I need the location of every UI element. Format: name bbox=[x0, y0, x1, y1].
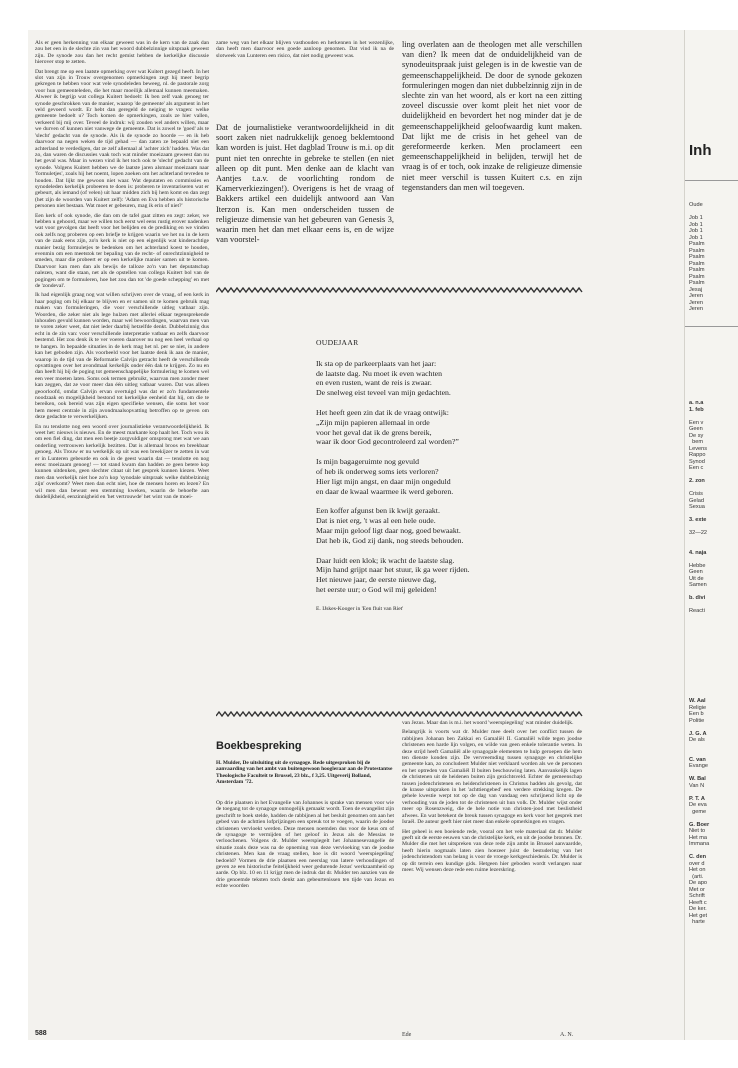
adjacent-contents-list bbox=[689, 400, 707, 615]
signature-initials: A. N. bbox=[560, 1032, 574, 1038]
contents-entry: harte bbox=[689, 919, 705, 925]
contents-entry: Psalm bbox=[689, 280, 705, 286]
poem-stanza: Ik sta op de parkeerplaats van het jaar: de laatste dag. Nu moet ik even wachten en even rusten, want de reis is zwaar. De snelweg eist teveel van mijn gedachten. bbox=[316, 358, 451, 398]
contents-entry: over d bbox=[689, 860, 705, 867]
contents-entry: Job 1 bbox=[689, 234, 703, 241]
poem-stanzas bbox=[316, 359, 566, 595]
contents-entry: Jesaj bbox=[689, 286, 703, 293]
contents-entry: Reacti bbox=[689, 608, 705, 614]
adjacent-page-edge bbox=[684, 30, 738, 1040]
contents-entry: 32—22 bbox=[689, 530, 708, 536]
contents-entry: Psalm bbox=[689, 254, 705, 260]
poem bbox=[316, 338, 566, 615]
divider bbox=[685, 180, 738, 181]
contents-entry: Psalm bbox=[689, 241, 705, 247]
contents-entry: Politie bbox=[689, 717, 705, 724]
poem-stanza: Een koffer afgunst ben ik kwijt geraakt. Dat is niet erg, 't was al een hele oude. Maar mijn geloof ligt daar nog, goed bewaakt. Dat heb ik, God zij dank, nog steeds behouden. bbox=[316, 506, 464, 545]
contents-entry: De eva bbox=[689, 802, 707, 808]
article-paragraph: zame weg van het elkaar blijven vasthouden en herkennen in het wezenlijke, dan heeft men daarvoor een goede aanloop genomen. Dat vind ik na de slotweek van Lunteren een risico, dat niet nodig geweest was. bbox=[216, 40, 394, 59]
contents-entry: Het get bbox=[689, 912, 708, 919]
adjacent-contents-list bbox=[689, 215, 705, 313]
contents-entry: Niet to bbox=[689, 828, 706, 834]
contents-entry: Een c bbox=[689, 465, 704, 471]
contents-entry: 4. naja bbox=[689, 549, 707, 556]
divider bbox=[685, 326, 738, 327]
contents-entry: Schrift bbox=[689, 893, 705, 899]
contents-entry: 2. zon bbox=[689, 478, 705, 484]
contents-entry: Levens bbox=[689, 445, 708, 452]
article-column-2-top bbox=[216, 40, 394, 110]
contents-entry: Psalm bbox=[689, 273, 705, 280]
poem-stanza: Is mijn bagageruimte nog gevuld of heb ik onderweg soms iets verloren? Hier ligt mijn angst, en daar mijn ongeduld en daar de kwaal waarmee ik werd geboren. bbox=[316, 457, 454, 496]
page-number: 588 bbox=[35, 1030, 47, 1037]
contents-entry: De sy bbox=[689, 432, 704, 439]
contents-entry: Psalm bbox=[689, 247, 705, 254]
contents-entry: Job 1 bbox=[689, 228, 703, 234]
review-paragraph: van Jezus. Maar dan is m.i. het woord 'weerspiegeling' wat minder duidelijk. bbox=[402, 720, 574, 726]
contents-entry: Rappo bbox=[689, 452, 706, 458]
contents-entry: a. n.a bbox=[689, 400, 704, 406]
contents-entry: Evange bbox=[689, 763, 708, 769]
contents-entry: Met or bbox=[689, 886, 705, 893]
contents-entry: Jeren bbox=[689, 293, 703, 299]
contents-entry: De apo bbox=[689, 880, 708, 886]
contents-entry: C. den bbox=[689, 854, 707, 860]
contents-entry: Heeft c bbox=[689, 899, 707, 906]
poem-author: E. IJskes-Kooger in 'Een fluit van Riet' bbox=[316, 605, 404, 612]
contents-entry: Geen bbox=[689, 426, 703, 432]
contents-entry: Jeren bbox=[689, 306, 703, 312]
contents-entry: Geen bbox=[689, 569, 703, 575]
zigzag-border-bottom bbox=[216, 711, 584, 717]
contents-entry: Uit de bbox=[689, 575, 704, 582]
contents-entry: G. Boer bbox=[689, 821, 710, 828]
review-paragraph: Op drie plaatsen in het Evangelie van Johannes is sprake van mensen voor wie de toegang tot de synagoge onmogelijk gemaakt wordt. Toen de evangelist zijn geschrift te boek stelde, hadden de rabbijnen al het besluit genomen om aan het gebed van de achttien lofprijzingen een spreuk tot te voegen, waarin de joodse christenen vervloekt werden. Deze mensen noemden dus voor de keus om of de synagoge te vermijden of het geloof in Jezus als de Messias te verloochenen. Volgens dr. Mulder weerspiegelt het Johannesevangelie de situatie zoals deze was na de opneming van deze vervloeking van de joodse christenen. Men kan de vraag stellen, hoe is dit woord 'weerspiegeling' bedoeld? Vormen de drie plaatsen een neerslag van latere verhoudingen of geven ze een historische feitelijkheid weer gedurende Jezus' werkzaamheid op aarde. Op blz. 10 en 11 krijgt men de indruk dat dr. Mulder ten aanzien van de drie genoemde teksten toch denkt aan gebeurtenissen ten tijde van Jezus en echte woorden bbox=[216, 800, 394, 890]
contents-entry: Een b bbox=[689, 711, 704, 717]
contents-entry: Het ma bbox=[689, 834, 708, 841]
zigzag-border-top bbox=[216, 287, 584, 293]
editorial-note-left bbox=[216, 123, 394, 273]
contents-entry: W. Bal bbox=[689, 776, 706, 782]
adjacent-contents-list bbox=[689, 698, 709, 926]
poem-box bbox=[216, 288, 584, 716]
section-heading: Boekbespreking bbox=[216, 740, 302, 752]
contents-entry: De ker. bbox=[689, 906, 707, 912]
article-paragraph: En nu tenslotte nog een woord over journalistieke verantwoordelijkheid. Ik weet het: nieuws is nieuws. En de meest markante kop haalt het. Toch wou ik om een fiel ding, dat men een beetje zorgvuldiger omsprong met wat we aan onderling vertrouwen kerkelijk bezitten. Dat is allemaal broos en breekbaar genoeg. Als Trouw er nu werkelijk op uit was een breekijzer te zetten in wat er in Lunteren gebeurde en ook in de geest waarin dat — tenslotte en nog eens: moeizaam genoeg! — tot stand kwam dan hadden ze geen betere kop kunnen uitdenken, geen slechter citaat uit het gesprek kunnen kiezen. Weet men dan werkelijk niet hoe zo'n kop 'synodale uitspraak welke dubbelzinnig zijn' overkomt? Weet men dan echt niet, hoe de mensen horen en lezen? En wil men dan bewust een stemming kweken, waarin de behoefte aan duidelijkheid, eenzinnigheid en 'het vertrouwde' het wint van de moei- bbox=[35, 423, 209, 501]
contents-entry: Van N bbox=[689, 782, 705, 789]
editorial-note-right bbox=[402, 40, 582, 270]
editorial-paragraph: Dat de journalistieke verantwoordelijkheid in dit soort zaken niet nadrukkelijk genoeg beklemtoond kan worden is juist. Het dagblad Trouw is m.i. op dit punt niet ten onrechte in gebreke te stellen (en niet alleen op dit punt. Men denke aan de klacht van Aantjes t.a.v. de voorlichting rondom de Kamerverkiezingen!). Overigens is het de vraag of Bakkers artikel een duidelijk antwoord aan Van Iterzon is. Kan men onderscheiden tussen de religieuze dimensie van het gebeuren van Genesis 3, waarin men het dan met elkaar eens is, en de wijze van voorstel- bbox=[216, 123, 394, 245]
article-paragraph: Als er geen herkenning van elkaar geweest was in de kern van de zaak dan zou het een in de slechte zin van het woord dubbelzinnige uitspraak geweest zijn. De synode zou dan het recht gemist hebben de kerkelijke discussie hierover stop te zetten. bbox=[35, 40, 209, 66]
contents-entry: Hebbe bbox=[689, 562, 706, 569]
contents-entry: De als bbox=[689, 737, 705, 743]
review-paragraph: Het geheel is een boeiende rede, vooral om het vele materiaal dat dr. Mulder geeft uit de eerste eeuwen van de christelijke kerk, en uit de joodse bronnen. Dr. Mulder die met het uitspreken van deze rede zijn ambt in Brussel aanvaardde, heeft hierin nogmaals laten zien hoezeer juist de bestudering van het jodenchristendom van belang is voor de vroege kerkgeschiedenis. Dr. Mulder is op dit terrein een kundige gids. Hetgeen hier geboden wordt verlangen naar meer. Wij wensen deze rede een ruime lezerskring. bbox=[402, 828, 582, 873]
poem-title: OUDEJAAR bbox=[316, 338, 359, 347]
review-paragraph: Belangrijk is voorts wat dr. Mulder mee deelt over het conflict tussen de rabbijnen Johanan ben Zakkai en Gamaliël II. Gamaliël wilde tegen joodse christenen een harde lijn volgen, en wilde van geen enkele tolerantie weten. In deze strijd heeft Gamaliël alle synagogale elementen te hulp geroepen die hem ten dienste konden zijn. De vervreemding tussen synagoge en christelijke gemeente kan, zo concludeert Mulder niet verklaard worden als we de personen en het optreden van Gamaliël II buiten beschouwing laten. Aanvankelijk lagen de christenen uit de heidenen buiten zijn gezichtsveld. Echter de gemeenschap tussen jodenchristenen en heidenchristenen in Christus hadden als gevolg, dat de krasse uitspraken in het 'achttiengebed' een verdere strekking kregen. De gehele kwestie werpt tot op de dag van vandaag een schrijnend licht op de verhouding van de joden tot de christenen uit hun volk. Dr. Mulder wijst onder meer op Rosenzweig, die de hele notie van christen-jood met beslistheid afwees. En wat betekent de breuk tussen synagoge en kerk voor het gesprek met Israël. De auteur geeft hier niet meer dan enkele opmerkingen en vragen. bbox=[402, 729, 582, 826]
contents-entry: (arti. bbox=[689, 873, 704, 880]
article-column-1 bbox=[35, 40, 209, 1000]
contents-entry: Jeren bbox=[689, 299, 703, 306]
contents-entry: Psalm bbox=[689, 260, 705, 267]
review-column-2 bbox=[402, 720, 582, 1020]
book-details: H. Mulder, De uitsluiting uit de synagoge. Rede uitgesproken bij de aanvaarding van het ambt van buitengewoon hoogleraar aan de Protestantse Theologische Faculteit te Brussel, 23 blz., f 3,25. Uitgeverij Bolland, Amsterdam '72. bbox=[216, 760, 393, 786]
contents-entry: Samen bbox=[689, 582, 707, 588]
review-column-1 bbox=[216, 800, 394, 1030]
contents-entry: J. G. A bbox=[689, 730, 707, 737]
editorial-paragraph: ling overlaten aan de theologen met alle verschillen van dien? Ik meen dat de onduidelijkheid van de synodeuitspraak juist gelegen is in de kwestie van de gemeenschappelijkheid. De door de synode gekozen formuleringen mogen dan niet dubbelzinnig zijn in de slechte zin van het woord, als er kort na een zitting zoveel discussie over komt pleit het niet voor de duidelijkheid en bevordert het nog minder dat je de gemeenschappelijkheid geloofwaardig kunt maken. Dat lijkt me de crisis in het geheel van de gereformeerde kerken. Men proclameert een gemeenschappelijkheid in belijden, terwijl het de vraag is of er toch, ook inzake de religieuze dimensie niet meer verschil is tussen Kuitert c.s. en zijn tegenstanders dan men wil toegeven. bbox=[402, 40, 582, 192]
contents-entry: Religie bbox=[689, 704, 707, 711]
contents-entry: Crisis bbox=[689, 491, 703, 497]
contents-entry: geme bbox=[689, 808, 707, 815]
contents-entry: Sexua bbox=[689, 504, 705, 510]
adjacent-page-title: Inh bbox=[689, 142, 712, 159]
contents-entry: Immana bbox=[689, 841, 710, 847]
contents-entry: bem bbox=[689, 439, 703, 445]
contents-entry: Job 1 bbox=[689, 215, 703, 221]
contents-entry: Een v bbox=[689, 419, 704, 426]
signature-place: Ede bbox=[402, 1032, 412, 1038]
contents-entry: Psalm bbox=[689, 267, 705, 273]
poem-stanza: Het heeft geen zin dat ik de vraag ontwijk: „Zijn mijn papieren allemaal in orde voor het geval dat ik de grens bereik, waar ik door God gecontroleerd zal worden?” bbox=[316, 407, 459, 447]
contents-entry: 1. feb bbox=[689, 406, 704, 413]
contents-entry: P. T. A bbox=[689, 795, 705, 802]
contents-entry: Synod bbox=[689, 458, 705, 465]
contents-entry: Gelad bbox=[689, 497, 704, 504]
contents-entry: b. divi bbox=[689, 595, 706, 601]
adjacent-section-label: Oude bbox=[689, 202, 703, 208]
contents-entry: Het on bbox=[689, 867, 706, 873]
contents-entry: 3. exte bbox=[689, 517, 707, 523]
article-paragraph: Dat brengt me op een laatste opmerking over wat Kuitert gezegd heeft. In het slot van zijn in Trouw overgenomen opmerkingen zegt hij meer begrip gekregen te hebben voor wat vele synodeleden beweeg, nl. de pastorale zorg voor hun gemeenteleden, die het maar moeilijk allemaal kunnen meemaken. Alweer ik begrijp wat collega Kuitert bedoelt: Ik ben zelf vaak genoeg ter synode geschrokken van de manier, waarop 'de gemeente' als argument in het veld gevoerd wordt. Er hebt dan geregeld de neiging te vragen: welke gemeente bedoelt u? Toch komen de opmerkingen, zoals ze hier vallen, verkeerd bij mij over. Teveel de indruk: wij zouden wel anders willen, maar we durven of kunnen niet vanwege de gemeente. Dat is zowel te 'goed' als te 'slecht' gedacht van de synode. Als ik de synode zo hoorde — en ik heb daarvoor na negen weken de tijd gehad — dan zaten ze bepaald niet een achterland te verdedigen, dat ze zelf allemaal al 'achter zich' hadden. Was dat zo, dan waren de discussies vaak toch wat minder moeizaam geweest dan nu het geval was. Maar in wezen vind ik het toch ook te 'slecht' gedacht van de synode. Volgens Kuitert hebben we de laatste jaren alsmaar moeizaam naar 'formuletjes', zoals hij het noemt, lopen zoeken om het achterland tevreden te houden. Dat lijkt me gewoon niet waar. Wat deputaten en commissies en synodeleden kerkelijk probeeren te doen is: proberen te inventariseren wat er gebeurt, als iemand (of velen) uit haar midden zich bij hem komt en dan zegt (het zijn de woorden van Kuitert zelf): 'Adam en Eva hebben als historische personen niet bestaan. Wat moet er gebeuren, mag ik erin of niet?' bbox=[35, 68, 209, 210]
article-paragraph: Een kerk of ook synode, die dan om de tafel gaat zitten en zegt: zeker, we hebben u gehoord, maar we willen toch eerst wel eens rustig erover nadenken wat voor gevolgen dat heeft voor het belijden en de prediking en we vinden ook zelfs nog proberen op een briefje te krijgen waarin we het nu in de kern van de zaak eens zijn, zo'n kerk is niet op een eigenlijk wat kinderachtige manier bezig formuletjes te bedenken om het achterland koest te houden, evenmin om een meetstok ter bepaling van de recht- of onrechtzinnigheid te smeden, maar die probeert er op een kerkelijke manier samen uit te komen. Daarvoor kan men dan als bewijs de talloze zo'n van het deputatschap nalezen, want die staan, net als de opstellen van collega Kuitert bol van de pogingen om te formuleren, hoe het zou dan tot 'de goede schepping' en met de 'zondeval'. bbox=[35, 212, 209, 290]
contents-entry: Job 1 bbox=[689, 221, 703, 228]
article-paragraph: Ik had eigenlijk graag nog wat willen schrijven over de vraag, of een kerk in haar poging om bij elkaar te blijven en er samen uit te komen gebruik mag maken van formuleringen, die voor verschillende uitleg vatbaar zijn. Woorden, die zeker niet als lege hulzen met allerlei elkaar tegensprekende inhouden gevuld kunnen worden, maar wel bewoordingen, waarvan men van te voren zeker weet, dat niet ieder daarbij hetzelfde denkt. Dubbelzinnig dus echt in de zin van: voor verschillende interpretatie vatbaar en zelfs daarvoor bestemd. Het zou denk ik te ver voeren daarover nu nog een heel verhaal op te hangen. In bepaalde situaties in de kerk mag het nl. per se niet, in andere kan het geboden zijn. Als voorbeeld voor het laatste denk ik aan de manier, waarop in de tijd van de Reformatie Calvijn getracht heeft de verschillende opvattingen over het avondmaal kerkelijk onder één dak te krijgen. Zo nu en dan heeft hij bij de poging tot gemeenschappelijke formulering te komen wel een veer moeten laten. Soms ook termen gebruikt, waarvan men zonder meer kan zeggen, dat ze voor meer dan één uitleg vatbaar waren. Dat was alleen geoorloofd, omdat Calvijn ervan overtuigd was dat er zo'n fundamentele noodzaak en mogelijkheid bestond tot kerkelijke eenheid dat hij, om die te bereiken, ook bereid was zijn eigen specifieke wensen, die soms het voor hem meest centrale in zijn avondmaalsopvatting betroffen op te geven om deze gedachte te verwerkelijken. bbox=[35, 292, 209, 421]
contents-entry: W. Aal bbox=[689, 698, 706, 704]
contents-entry: C. van bbox=[689, 756, 706, 763]
poem-stanza: Daar luidt een klok; ik wacht de laatste slag. Mijn hand grijpt naar het stuur, ik ga weer rijden. Het nieuwe jaar, de eerste nieuwe dag, het eerste uur; o God wil mij geleiden! bbox=[316, 555, 470, 594]
